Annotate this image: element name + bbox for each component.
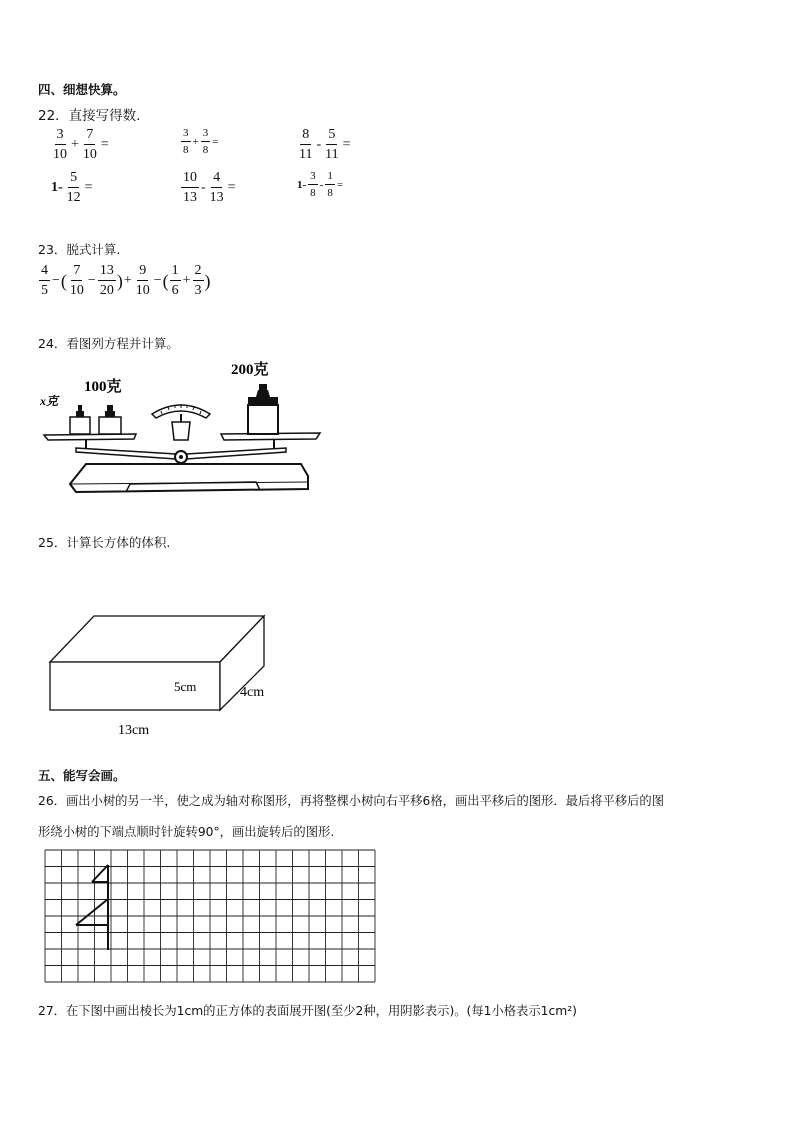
- 100-gram-label: 100克: [84, 379, 122, 395]
- q22-expression: [180, 171, 237, 205]
- fraction: $\frac{8}{11}$: [299, 127, 313, 162]
- section-4-title: 四、细想快算。: [38, 82, 126, 97]
- q22-expression: [50, 171, 94, 205]
- q24-title: 24．看图列方程并计算。: [38, 336, 179, 351]
- 200-gram-weight: [248, 384, 278, 434]
- operator: +: [71, 137, 79, 152]
- operator: -: [319, 179, 324, 191]
- fraction: $\frac{1}{8}$: [327, 170, 333, 199]
- fraction: $\frac{13}{20}$: [99, 263, 114, 298]
- fraction: $\frac{4}{5}$: [41, 263, 48, 298]
- 200-gram-label: 200克: [231, 362, 269, 378]
- q25-title: 25．计算长方体的体积.: [38, 535, 171, 550]
- depth-label: 4cm: [240, 685, 265, 700]
- scale-base: [70, 464, 308, 492]
- q23-title: 23．脱式计算.: [38, 242, 121, 257]
- equals-sign: =: [336, 179, 344, 191]
- equals-sign: =: [100, 137, 109, 152]
- fraction: $\frac{1}{6}$: [171, 263, 179, 298]
- half-tree-figure: [76, 865, 108, 950]
- q22-expression: [296, 128, 352, 162]
- lead-text: 1-: [297, 179, 307, 191]
- fraction: $\frac{3}{8}$: [310, 170, 316, 199]
- equals-sign: =: [84, 180, 93, 195]
- balance-scale-figure: [36, 356, 336, 501]
- fraction: $\frac{7}{10}$: [69, 263, 84, 298]
- drawing-grid: [44, 849, 384, 987]
- q22-expression: [50, 128, 110, 162]
- x-weight: [70, 405, 90, 434]
- section-5-title: 五、能写会画。: [38, 768, 126, 783]
- q26-line1: 26．画出小树的另一半，使之成为轴对称图形，再将整棵小树向右平移6格，画出平移后的图形．最后将平移后的图: [38, 794, 665, 808]
- left-pan: [44, 434, 136, 440]
- fraction: $\frac{3}{8}$: [183, 127, 189, 156]
- x-gram-label: x克: [40, 394, 59, 408]
- operator: +: [192, 136, 199, 148]
- q22-title: 22．直接写得数.: [38, 108, 141, 124]
- equals-sign: =: [342, 137, 351, 152]
- equals-sign: =: [227, 180, 236, 195]
- equals-sign: =: [212, 136, 219, 148]
- fraction: $\frac{2}{3}$: [194, 263, 202, 298]
- fraction: $\frac{4}{13}$: [209, 170, 224, 205]
- q27-text: 27．在下图中画出棱长为1cm的正方体的表面展开图(至少2种，用阴影表示)。(每1小格表示1cm²): [38, 1004, 577, 1018]
- length-label: 13cm: [118, 723, 150, 738]
- height-label: 5cm: [174, 679, 197, 694]
- q22-expression: [180, 128, 219, 156]
- fraction: $\frac{5}{11}$: [325, 127, 339, 162]
- fraction: $\frac{7}{10}$: [82, 127, 97, 162]
- fraction: $\frac{10}{13}$: [183, 170, 197, 205]
- fraction: $\frac{9}{10}$: [135, 263, 150, 298]
- cuboid-figure: [44, 610, 284, 745]
- operator: -: [201, 180, 206, 195]
- lead-text: 1-: [51, 180, 63, 195]
- 100-gram-weight: [99, 405, 121, 434]
- scale-pointer-housing: [172, 422, 190, 440]
- q26-line2: 形绕小树的下端点顺时针旋转90°，画出旋转后的图形.: [38, 825, 335, 839]
- fraction: $\frac{3}{10}$: [53, 127, 67, 162]
- q22-expression: [296, 171, 344, 199]
- operator: -: [316, 137, 322, 152]
- fraction: $\frac{3}{8}$: [202, 127, 209, 156]
- q23-expression: $\frac{4}{5}$ − ( $\frac{7}{10}$ − $\frac{13}{20}$ ) + $\frac{9}{10}$ − ( $\frac{1}{6}$ + $\frac{2}{3}$ ): [41, 263, 211, 298]
- fraction: $\frac{5}{12}$: [66, 170, 81, 205]
